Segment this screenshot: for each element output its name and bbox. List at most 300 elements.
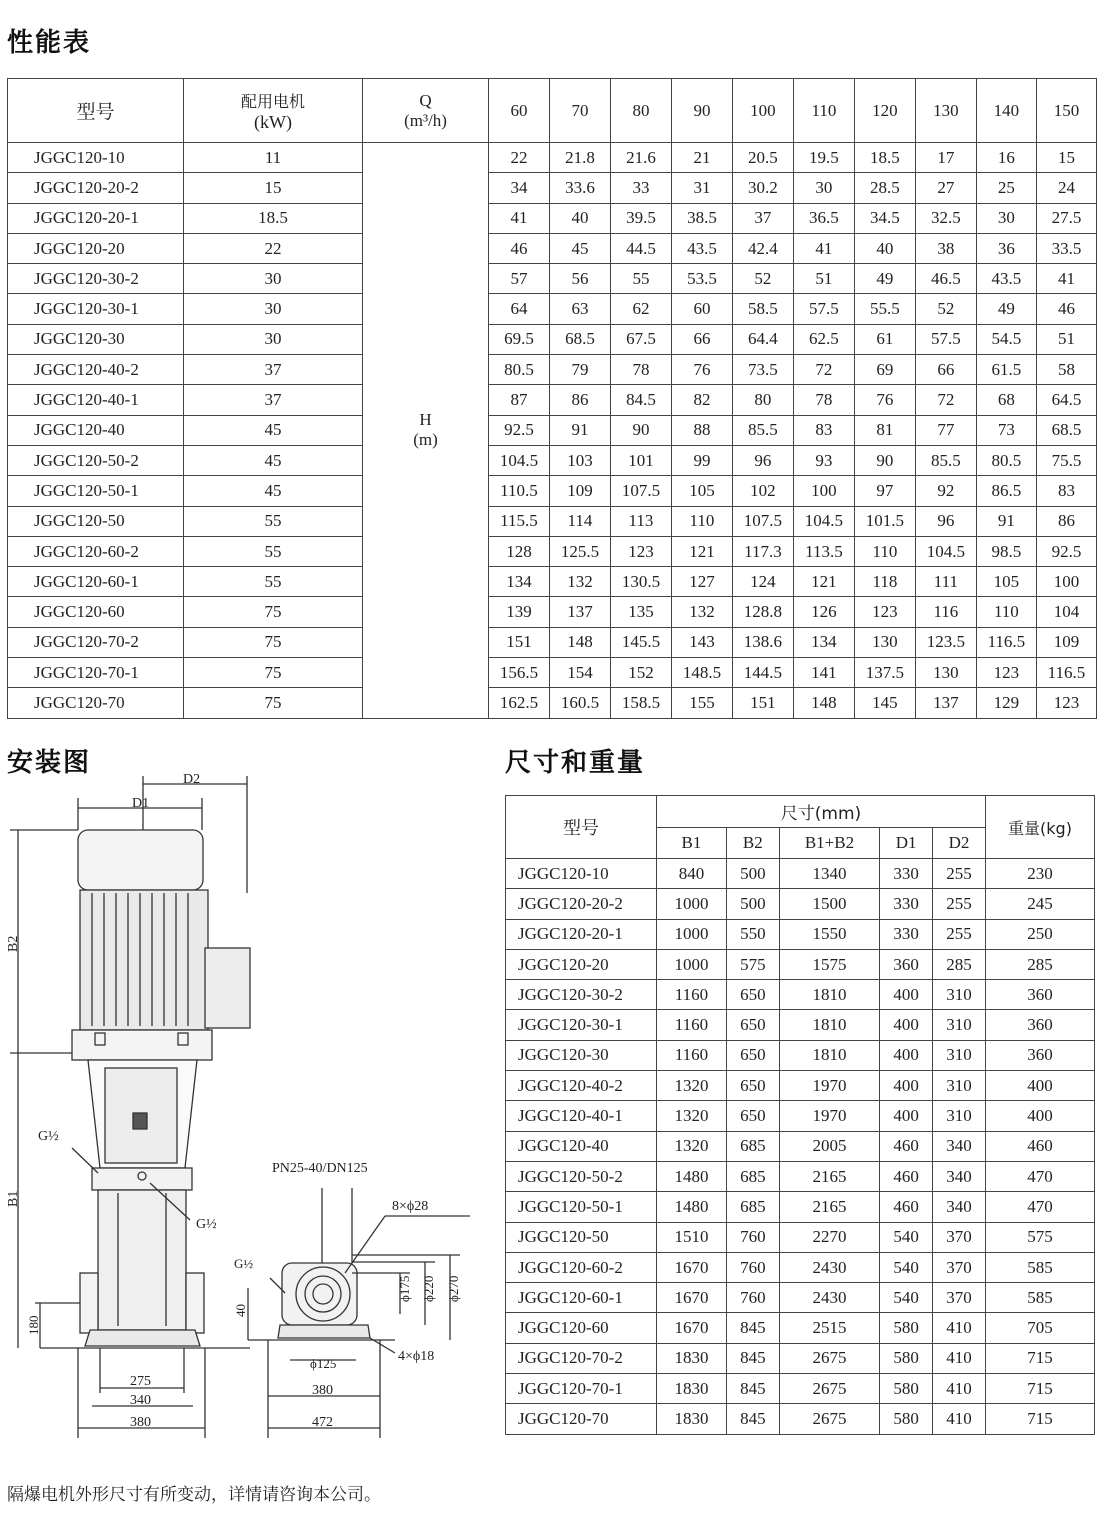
table-row	[506, 889, 1095, 919]
head-cell: 116.5	[1036, 658, 1096, 688]
performance-table	[7, 78, 1097, 719]
head-cell: 123	[1036, 688, 1096, 718]
header-motor	[184, 79, 363, 143]
head-cell: 61	[854, 324, 915, 354]
head-cell: 86.5	[976, 476, 1036, 506]
weight-cell: 585	[986, 1283, 1095, 1313]
head-cell: 25	[976, 173, 1036, 203]
table-row	[8, 233, 1097, 263]
motor-cell: 45	[184, 476, 363, 506]
head-cell: 110	[854, 536, 915, 566]
table-row	[506, 1192, 1095, 1222]
weight-cell: 470	[986, 1192, 1095, 1222]
table-row	[506, 1343, 1095, 1373]
model-cell: JGGC120-40	[8, 415, 184, 445]
label-g-half-3: G½	[234, 1256, 254, 1271]
header-model: 型号	[8, 79, 184, 143]
label-d1: D1	[132, 796, 150, 811]
head-cell: 46.5	[915, 264, 976, 294]
head-cell: 68	[976, 385, 1036, 415]
head-cell: 82	[671, 385, 732, 415]
head-cell: 60	[671, 294, 732, 324]
head-cell: 21.6	[610, 143, 671, 173]
head-cell: 87	[489, 385, 550, 415]
head-cell: 109	[549, 476, 610, 506]
dim-cell: 650	[726, 1010, 779, 1040]
head-cell: 130	[915, 658, 976, 688]
model-cell: JGGC120-30	[8, 324, 184, 354]
head-cell: 66	[915, 355, 976, 385]
head-cell: 43.5	[671, 233, 732, 263]
performance-header-row	[8, 79, 1097, 143]
head-cell: 49	[854, 264, 915, 294]
head-cell: 38	[915, 233, 976, 263]
model-cell: JGGC120-70-1	[506, 1374, 657, 1404]
head-cell: 104.5	[915, 536, 976, 566]
motor-cell: 37	[184, 385, 363, 415]
head-cell: 40	[549, 203, 610, 233]
dims-header-row-1	[506, 796, 1095, 828]
head-cell: 132	[671, 597, 732, 627]
table-row	[506, 1040, 1095, 1070]
head-cell: 124	[732, 567, 793, 597]
dim-cell: 1340	[779, 859, 879, 889]
model-cell: JGGC120-40-1	[8, 385, 184, 415]
label-g-half-1: G½	[38, 1129, 59, 1144]
dim-cell: 650	[726, 980, 779, 1010]
table-row	[8, 324, 1097, 354]
head-cell: 16	[976, 143, 1036, 173]
label-125: ϕ125	[310, 1356, 337, 1371]
head-cell: 85.5	[732, 415, 793, 445]
dim-cell: 650	[726, 1071, 779, 1101]
head-cell: 141	[793, 658, 854, 688]
model-cell: JGGC120-40-1	[506, 1101, 657, 1131]
dim-cell: 255	[933, 859, 986, 889]
dims-col-header: B1	[657, 827, 727, 859]
model-cell: JGGC120-50	[8, 506, 184, 536]
dim-cell: 360	[880, 949, 933, 979]
table-row	[506, 1101, 1095, 1131]
motor-cell: 15	[184, 173, 363, 203]
header-q	[363, 79, 489, 143]
flow-header: 120	[854, 79, 915, 143]
pump-head	[92, 1168, 192, 1190]
model-cell: JGGC120-70-2	[8, 627, 184, 657]
dim-cell: 580	[880, 1404, 933, 1434]
performance-body	[8, 143, 1097, 719]
footnote: 隔爆电机外形尺寸有所变动，详情请咨询本公司。	[7, 1485, 381, 1505]
head-cell: 20.5	[732, 143, 793, 173]
model-cell: JGGC120-70	[506, 1404, 657, 1434]
header-h-label: H	[419, 410, 432, 430]
head-cell: 21	[671, 143, 732, 173]
head-cell: 148.5	[671, 658, 732, 688]
dim-cell: 1810	[779, 1040, 879, 1070]
head-cell: 86	[1036, 506, 1096, 536]
dim-cell: 845	[726, 1404, 779, 1434]
table-row	[506, 1283, 1095, 1313]
dim-cell: 1830	[657, 1343, 727, 1373]
head-cell: 64.5	[1036, 385, 1096, 415]
head-cell: 15	[1036, 143, 1096, 173]
head-cell: 44.5	[610, 233, 671, 263]
dims-header-model: 型号	[506, 796, 657, 859]
table-row	[506, 919, 1095, 949]
head-cell: 115.5	[489, 506, 550, 536]
dim-cell: 840	[657, 859, 727, 889]
installation-drawing	[0, 768, 480, 1448]
head-cell: 42.4	[732, 233, 793, 263]
flow-header: 100	[732, 79, 793, 143]
model-cell: JGGC120-70	[8, 688, 184, 718]
head-cell: 55.5	[854, 294, 915, 324]
head-cell: 118	[854, 567, 915, 597]
head-cell: 51	[1036, 324, 1096, 354]
head-cell: 45	[549, 233, 610, 263]
weight-cell: 715	[986, 1404, 1095, 1434]
head-cell: 77	[915, 415, 976, 445]
table-row	[506, 1010, 1095, 1040]
head-cell: 111	[915, 567, 976, 597]
head-cell: 109	[1036, 627, 1096, 657]
weight-cell: 705	[986, 1313, 1095, 1343]
table-row	[8, 385, 1097, 415]
table-row	[8, 506, 1097, 536]
weight-cell: 360	[986, 980, 1095, 1010]
head-cell: 32.5	[915, 203, 976, 233]
head-cell: 69.5	[489, 324, 550, 354]
head-cell: 105	[976, 567, 1036, 597]
head-cell: 110	[976, 597, 1036, 627]
head-cell: 52	[732, 264, 793, 294]
dims-title: 尺寸和重量	[505, 748, 646, 778]
head-cell: 61.5	[976, 355, 1036, 385]
flow-header: 130	[915, 79, 976, 143]
header-q-label: Q	[419, 90, 432, 110]
head-cell: 127	[671, 567, 732, 597]
head-cell: 130	[854, 627, 915, 657]
label-side-380: 380	[312, 1383, 333, 1398]
head-cell: 125.5	[549, 536, 610, 566]
table-row	[506, 1161, 1095, 1191]
head-cell: 83	[1036, 476, 1096, 506]
head-cell: 33	[610, 173, 671, 203]
dim-cell: 760	[726, 1222, 779, 1252]
pump-barrel	[98, 1190, 186, 1330]
table-row	[8, 536, 1097, 566]
head-cell: 121	[671, 536, 732, 566]
dim-cell: 410	[933, 1404, 986, 1434]
dim-cell: 370	[933, 1222, 986, 1252]
weight-cell: 285	[986, 949, 1095, 979]
flow-header: 70	[549, 79, 610, 143]
weight-cell: 245	[986, 889, 1095, 919]
head-cell: 130.5	[610, 567, 671, 597]
motor-cell: 30	[184, 294, 363, 324]
head-cell: 69	[854, 355, 915, 385]
head-cell: 37	[732, 203, 793, 233]
weight-cell: 575	[986, 1222, 1095, 1252]
dim-cell: 310	[933, 980, 986, 1010]
head-cell: 57.5	[915, 324, 976, 354]
head-cell: 103	[549, 445, 610, 475]
dim-cell: 500	[726, 859, 779, 889]
dim-cell: 2675	[779, 1404, 879, 1434]
model-cell: JGGC120-30-2	[8, 264, 184, 294]
dim-cell: 1810	[779, 1010, 879, 1040]
head-cell: 135	[610, 597, 671, 627]
head-cell: 43.5	[976, 264, 1036, 294]
dim-cell: 400	[880, 1071, 933, 1101]
model-cell: JGGC120-20-2	[506, 889, 657, 919]
motor-cell: 22	[184, 233, 363, 263]
head-cell: 154	[549, 658, 610, 688]
dim-cell: 685	[726, 1161, 779, 1191]
head-cell: 30.2	[732, 173, 793, 203]
dim-cell: 255	[933, 889, 986, 919]
label-220: ϕ220	[421, 1275, 436, 1302]
dim-cell: 650	[726, 1101, 779, 1131]
head-cell: 116.5	[976, 627, 1036, 657]
table-row	[506, 1313, 1095, 1343]
table-row	[506, 859, 1095, 889]
head-cell: 121	[793, 567, 854, 597]
dim-cell: 1000	[657, 889, 727, 919]
head-cell: 156.5	[489, 658, 550, 688]
motor-cell: 45	[184, 445, 363, 475]
head-cell: 85.5	[915, 445, 976, 475]
head-cell: 107.5	[610, 476, 671, 506]
dim-cell: 310	[933, 1101, 986, 1131]
head-cell: 116	[915, 597, 976, 627]
dim-cell: 1575	[779, 949, 879, 979]
head-cell: 57.5	[793, 294, 854, 324]
head-cell: 62	[610, 294, 671, 324]
label-270: ϕ270	[446, 1275, 461, 1302]
head-cell: 137	[915, 688, 976, 718]
flow-header: 60	[489, 79, 550, 143]
head-cell: 100	[1036, 567, 1096, 597]
label-40: 40	[233, 1304, 248, 1317]
label-b2: B2	[6, 935, 21, 952]
table-row	[506, 1071, 1095, 1101]
head-cell: 21.8	[549, 143, 610, 173]
head-cell: 38.5	[671, 203, 732, 233]
dim-cell: 310	[933, 1040, 986, 1070]
header-q-unit: (m³/h)	[404, 110, 447, 130]
terminal-box	[205, 948, 250, 1028]
head-cell: 117.3	[732, 536, 793, 566]
dim-cell: 1000	[657, 919, 727, 949]
head-cell: 123	[854, 597, 915, 627]
dim-cell: 370	[933, 1283, 986, 1313]
head-cell: 18.5	[854, 143, 915, 173]
dim-cell: 330	[880, 889, 933, 919]
dims-col-header: B1+B2	[779, 827, 879, 859]
table-row	[8, 597, 1097, 627]
dim-cell: 580	[880, 1313, 933, 1343]
dim-cell: 400	[880, 1040, 933, 1070]
head-cell: 80.5	[489, 355, 550, 385]
head-cell: 58	[1036, 355, 1096, 385]
head-cell: 30	[793, 173, 854, 203]
dim-cell: 400	[880, 980, 933, 1010]
model-cell: JGGC120-10	[8, 143, 184, 173]
motor-cell: 75	[184, 658, 363, 688]
head-cell: 101.5	[854, 506, 915, 536]
weight-cell: 400	[986, 1101, 1095, 1131]
motor-cell: 55	[184, 506, 363, 536]
head-cell: 105	[671, 476, 732, 506]
model-cell: JGGC120-40-2	[8, 355, 184, 385]
dim-cell: 460	[880, 1161, 933, 1191]
head-cell: 129	[976, 688, 1036, 718]
model-cell: JGGC120-10	[506, 859, 657, 889]
head-cell: 73	[976, 415, 1036, 445]
head-cell: 113	[610, 506, 671, 536]
model-cell: JGGC120-30-1	[8, 294, 184, 324]
dim-cell: 1510	[657, 1222, 727, 1252]
label-180: 180	[26, 1315, 41, 1335]
model-cell: JGGC120-50	[506, 1222, 657, 1252]
motor-cell: 30	[184, 264, 363, 294]
head-cell: 52	[915, 294, 976, 324]
head-cell: 36	[976, 233, 1036, 263]
head-cell: 31	[671, 173, 732, 203]
head-cell: 110	[671, 506, 732, 536]
motor-cell: 75	[184, 597, 363, 627]
head-cell: 126	[793, 597, 854, 627]
dim-cell: 2005	[779, 1131, 879, 1161]
head-cell: 104.5	[489, 445, 550, 475]
label-380: 380	[130, 1415, 151, 1430]
head-cell: 138.6	[732, 627, 793, 657]
dim-cell: 1830	[657, 1374, 727, 1404]
dim-cell: 1550	[779, 919, 879, 949]
dim-cell: 410	[933, 1313, 986, 1343]
model-cell: JGGC120-60-1	[8, 567, 184, 597]
dim-cell: 310	[933, 1010, 986, 1040]
table-row	[8, 203, 1097, 233]
dim-cell: 340	[933, 1192, 986, 1222]
head-cell: 92	[915, 476, 976, 506]
label-base-holes: 4×ϕ18	[398, 1349, 435, 1364]
head-cell: 144.5	[732, 658, 793, 688]
head-cell: 84.5	[610, 385, 671, 415]
head-cell: 132	[549, 567, 610, 597]
dim-cell: 540	[880, 1222, 933, 1252]
dim-cell: 760	[726, 1252, 779, 1282]
model-cell: JGGC120-40-2	[506, 1071, 657, 1101]
dim-cell: 330	[880, 919, 933, 949]
head-cell: 151	[489, 627, 550, 657]
head-cell: 123	[610, 536, 671, 566]
weight-cell: 715	[986, 1343, 1095, 1373]
table-row	[506, 1131, 1095, 1161]
model-cell: JGGC120-40	[506, 1131, 657, 1161]
flow-header: 140	[976, 79, 1036, 143]
table-row	[8, 476, 1097, 506]
model-cell: JGGC120-60-2	[506, 1252, 657, 1282]
model-cell: JGGC120-20	[8, 233, 184, 263]
head-cell: 100	[793, 476, 854, 506]
head-cell: 128	[489, 536, 550, 566]
head-cell: 114	[549, 506, 610, 536]
dim-cell: 400	[880, 1010, 933, 1040]
head-cell: 76	[854, 385, 915, 415]
dim-cell: 650	[726, 1040, 779, 1070]
flow-header: 110	[793, 79, 854, 143]
dim-cell: 1480	[657, 1161, 727, 1191]
head-cell: 56	[549, 264, 610, 294]
model-cell: JGGC120-20-2	[8, 173, 184, 203]
install-title: 安装图	[7, 748, 92, 778]
dim-cell: 1670	[657, 1313, 727, 1343]
dims-body	[506, 859, 1095, 1435]
table-row	[506, 980, 1095, 1010]
head-cell: 66	[671, 324, 732, 354]
head-cell: 46	[1036, 294, 1096, 324]
model-cell: JGGC120-50-1	[8, 476, 184, 506]
head-cell: 68.5	[549, 324, 610, 354]
dim-cell: 410	[933, 1374, 986, 1404]
head-cell: 63	[549, 294, 610, 324]
head-cell: 113.5	[793, 536, 854, 566]
label-175: ϕ175	[397, 1275, 412, 1302]
dim-cell: 2515	[779, 1313, 879, 1343]
model-cell: JGGC120-60	[506, 1313, 657, 1343]
label-side-472: 472	[312, 1415, 333, 1430]
table-row	[8, 143, 1097, 173]
head-cell: 145	[854, 688, 915, 718]
head-cell: 46	[489, 233, 550, 263]
model-cell: JGGC120-30-2	[506, 980, 657, 1010]
table-row	[8, 264, 1097, 294]
dim-cell: 845	[726, 1313, 779, 1343]
model-cell: JGGC120-60-2	[8, 536, 184, 566]
head-cell: 75.5	[1036, 445, 1096, 475]
head-cell: 128.8	[732, 597, 793, 627]
head-cell: 97	[854, 476, 915, 506]
dims-col-header: B2	[726, 827, 779, 859]
dims-col-header: D1	[880, 827, 933, 859]
motor-cell: 75	[184, 688, 363, 718]
head-cell: 76	[671, 355, 732, 385]
dims-header-size: 尺寸(mm)	[657, 796, 986, 828]
head-cell: 27	[915, 173, 976, 203]
dim-cell: 340	[933, 1131, 986, 1161]
head-cell: 93	[793, 445, 854, 475]
table-row	[8, 445, 1097, 475]
head-cell: 160.5	[549, 688, 610, 718]
dims-table	[505, 795, 1095, 1435]
head-cell: 79	[549, 355, 610, 385]
header-h	[363, 143, 489, 719]
dim-cell: 1160	[657, 1010, 727, 1040]
head-cell: 101	[610, 445, 671, 475]
head-cell: 148	[793, 688, 854, 718]
flow-header: 90	[671, 79, 732, 143]
model-cell: JGGC120-30-1	[506, 1010, 657, 1040]
dim-cell: 1810	[779, 980, 879, 1010]
dim-cell: 310	[933, 1071, 986, 1101]
head-cell: 83	[793, 415, 854, 445]
model-cell: JGGC120-30	[506, 1040, 657, 1070]
head-cell: 78	[793, 385, 854, 415]
dim-cell: 760	[726, 1283, 779, 1313]
dim-cell: 2675	[779, 1343, 879, 1373]
